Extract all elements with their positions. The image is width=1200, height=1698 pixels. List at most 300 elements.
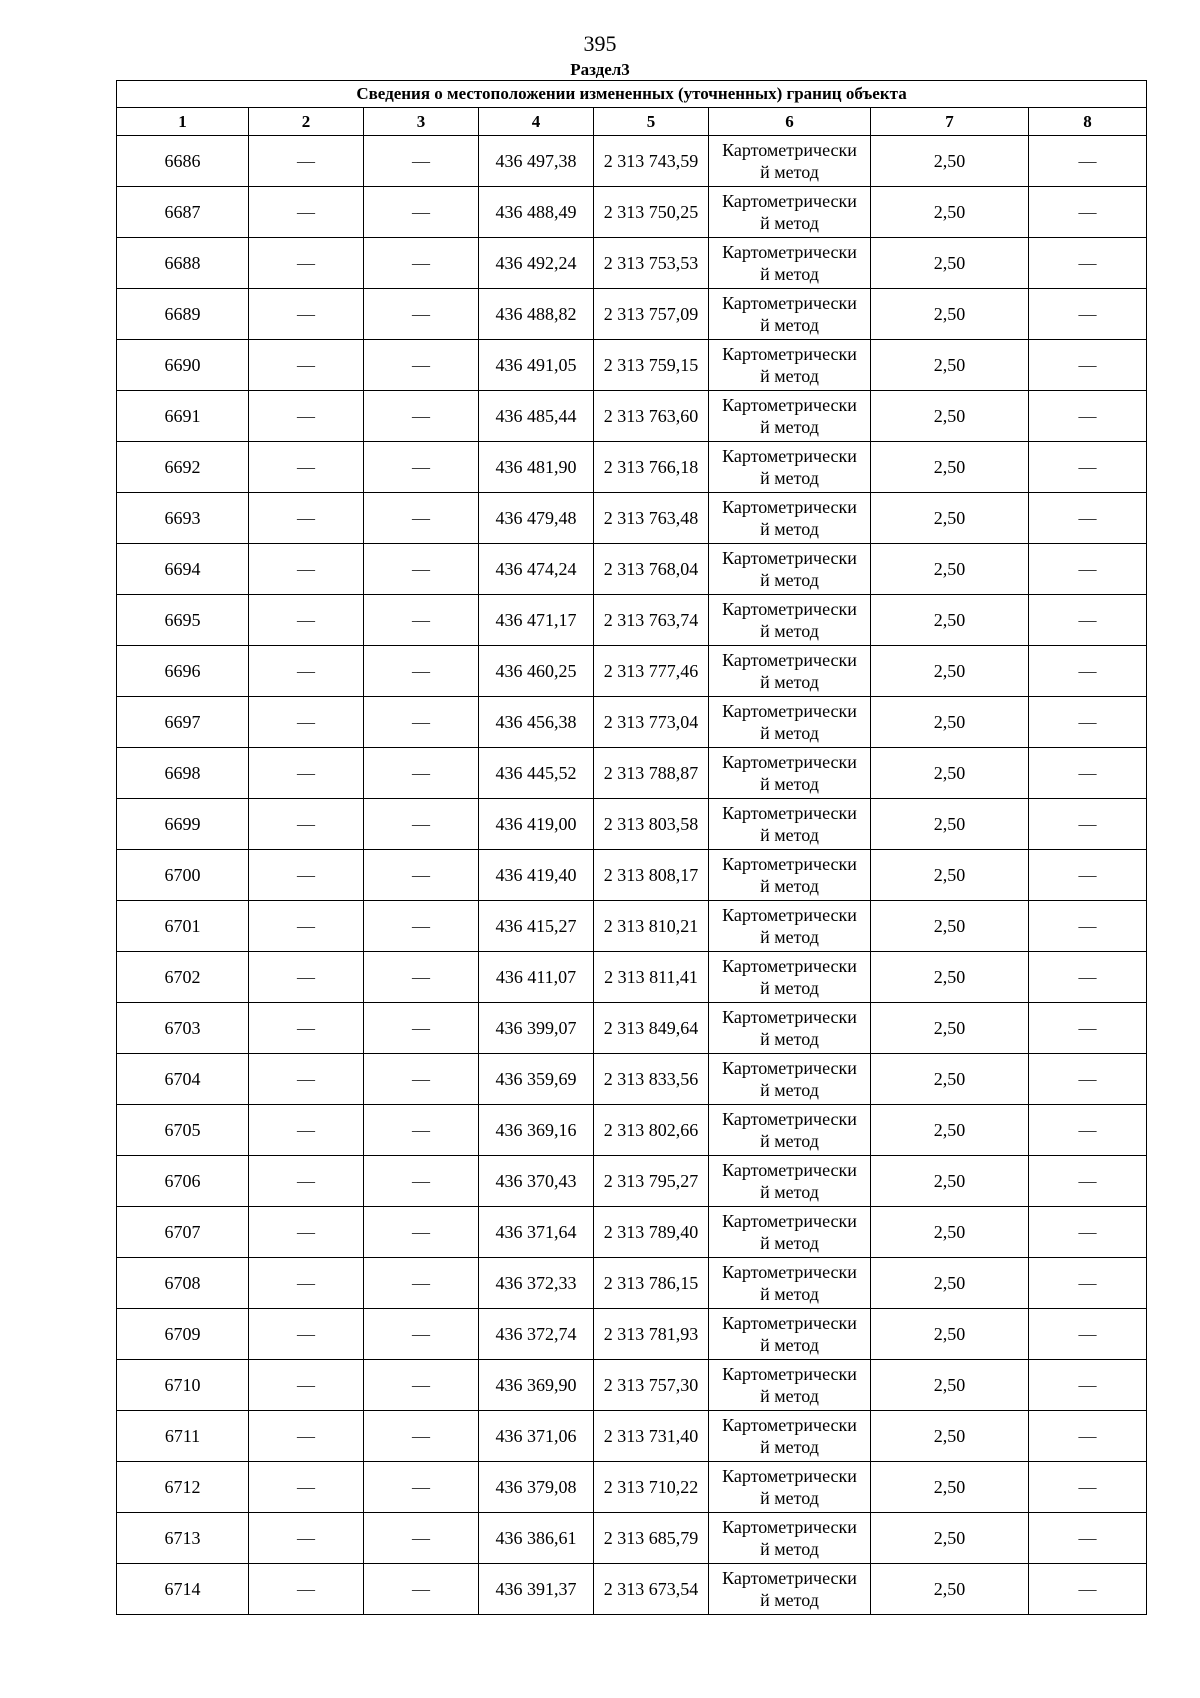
empty-dash-cell: — bbox=[364, 442, 479, 493]
point-number-cell: 6706 bbox=[117, 1156, 249, 1207]
method-cell bbox=[709, 1360, 871, 1411]
empty-dash-cell: — bbox=[364, 1309, 479, 1360]
coordinate-y-cell: 2 313 802,66 bbox=[594, 1105, 709, 1156]
method-text-line-2: й метод bbox=[760, 621, 819, 641]
coordinate-y-cell: 2 313 773,04 bbox=[594, 697, 709, 748]
point-number-cell: 6712 bbox=[117, 1462, 249, 1513]
method-text-line-1: Картометрически bbox=[722, 905, 857, 925]
table-row bbox=[117, 1003, 1147, 1054]
coordinate-x-cell: 436 492,24 bbox=[479, 238, 594, 289]
coordinate-y-cell: 2 313 759,15 bbox=[594, 340, 709, 391]
accuracy-cell: 2,50 bbox=[871, 1054, 1029, 1105]
empty-dash-cell: — bbox=[364, 544, 479, 595]
empty-dash-cell: — bbox=[364, 1156, 479, 1207]
coordinate-x-cell: 436 371,06 bbox=[479, 1411, 594, 1462]
method-text-line-1: Картометрически bbox=[722, 497, 857, 517]
method-text-line-2: й метод bbox=[760, 723, 819, 743]
empty-dash-cell: — bbox=[249, 1258, 364, 1309]
method-cell bbox=[709, 340, 871, 391]
empty-dash-cell: — bbox=[1029, 238, 1147, 289]
empty-dash-cell: — bbox=[364, 289, 479, 340]
empty-dash-cell: — bbox=[249, 697, 364, 748]
point-number-cell: 6691 bbox=[117, 391, 249, 442]
method-cell bbox=[709, 187, 871, 238]
point-number-cell: 6692 bbox=[117, 442, 249, 493]
empty-dash-cell: — bbox=[1029, 1105, 1147, 1156]
method-text-line-1: Картометрически bbox=[722, 854, 857, 874]
method-text-line-1: Картометрически bbox=[722, 242, 857, 262]
empty-dash-cell: — bbox=[1029, 1054, 1147, 1105]
empty-dash-cell: — bbox=[249, 850, 364, 901]
empty-dash-cell: — bbox=[249, 1462, 364, 1513]
empty-dash-cell: — bbox=[364, 1564, 479, 1615]
empty-dash-cell: — bbox=[1029, 1309, 1147, 1360]
method-text-line-2: й метод bbox=[760, 1335, 819, 1355]
method-text-line-2: й метод bbox=[760, 1539, 819, 1559]
empty-dash-cell: — bbox=[249, 1003, 364, 1054]
method-text-line-2: й метод bbox=[760, 519, 819, 539]
accuracy-cell: 2,50 bbox=[871, 1309, 1029, 1360]
method-cell bbox=[709, 697, 871, 748]
accuracy-cell: 2,50 bbox=[871, 1513, 1029, 1564]
method-text-line-1: Картометрически bbox=[722, 701, 857, 721]
method-text-line-1: Картометрически bbox=[722, 1517, 857, 1537]
empty-dash-cell: — bbox=[364, 340, 479, 391]
empty-dash-cell: — bbox=[364, 1003, 479, 1054]
method-text-line-2: й метод bbox=[760, 468, 819, 488]
coordinate-x-cell: 436 488,49 bbox=[479, 187, 594, 238]
method-text-line-2: й метод bbox=[760, 1386, 819, 1406]
coordinate-x-cell: 436 419,40 bbox=[479, 850, 594, 901]
accuracy-cell: 2,50 bbox=[871, 1360, 1029, 1411]
method-cell bbox=[709, 238, 871, 289]
accuracy-cell: 2,50 bbox=[871, 595, 1029, 646]
coordinate-y-cell: 2 313 786,15 bbox=[594, 1258, 709, 1309]
point-number-cell: 6687 bbox=[117, 187, 249, 238]
method-cell bbox=[709, 391, 871, 442]
point-number-cell: 6705 bbox=[117, 1105, 249, 1156]
empty-dash-cell: — bbox=[364, 136, 479, 187]
coordinate-x-cell: 436 419,00 bbox=[479, 799, 594, 850]
coordinate-y-cell: 2 313 710,22 bbox=[594, 1462, 709, 1513]
empty-dash-cell: — bbox=[364, 1360, 479, 1411]
coordinate-y-cell: 2 313 673,54 bbox=[594, 1564, 709, 1615]
coordinate-x-cell: 436 391,37 bbox=[479, 1564, 594, 1615]
coordinate-x-cell: 436 372,33 bbox=[479, 1258, 594, 1309]
coordinate-x-cell: 436 370,43 bbox=[479, 1156, 594, 1207]
empty-dash-cell: — bbox=[249, 340, 364, 391]
point-number-cell: 6699 bbox=[117, 799, 249, 850]
coordinate-x-cell: 436 369,90 bbox=[479, 1360, 594, 1411]
table-row bbox=[117, 544, 1147, 595]
coordinate-y-cell: 2 313 757,09 bbox=[594, 289, 709, 340]
method-cell bbox=[709, 850, 871, 901]
table-row bbox=[117, 1513, 1147, 1564]
empty-dash-cell: — bbox=[249, 1411, 364, 1462]
method-text-line-1: Картометрически bbox=[722, 599, 857, 619]
method-cell bbox=[709, 1054, 871, 1105]
method-cell bbox=[709, 544, 871, 595]
method-cell bbox=[709, 136, 871, 187]
point-number-cell: 6695 bbox=[117, 595, 249, 646]
method-text-line-1: Картометрически bbox=[722, 1160, 857, 1180]
coordinate-y-cell: 2 313 768,04 bbox=[594, 544, 709, 595]
empty-dash-cell: — bbox=[249, 136, 364, 187]
method-cell bbox=[709, 289, 871, 340]
empty-dash-cell: — bbox=[249, 391, 364, 442]
empty-dash-cell: — bbox=[364, 493, 479, 544]
empty-dash-cell: — bbox=[364, 1513, 479, 1564]
empty-dash-cell: — bbox=[1029, 850, 1147, 901]
empty-dash-cell: — bbox=[1029, 544, 1147, 595]
table-row bbox=[117, 1105, 1147, 1156]
method-cell bbox=[709, 901, 871, 952]
accuracy-cell: 2,50 bbox=[871, 646, 1029, 697]
accuracy-cell: 2,50 bbox=[871, 1564, 1029, 1615]
coordinate-y-cell: 2 313 789,40 bbox=[594, 1207, 709, 1258]
empty-dash-cell: — bbox=[1029, 901, 1147, 952]
point-number-cell: 6713 bbox=[117, 1513, 249, 1564]
point-number-cell: 6700 bbox=[117, 850, 249, 901]
method-text-line-1: Картометрически bbox=[722, 1109, 857, 1129]
empty-dash-cell: — bbox=[1029, 1564, 1147, 1615]
coordinate-x-cell: 436 386,61 bbox=[479, 1513, 594, 1564]
point-number-cell: 6686 bbox=[117, 136, 249, 187]
coordinate-y-cell: 2 313 753,53 bbox=[594, 238, 709, 289]
table-row bbox=[117, 391, 1147, 442]
point-number-cell: 6697 bbox=[117, 697, 249, 748]
accuracy-cell: 2,50 bbox=[871, 1462, 1029, 1513]
point-number-cell: 6701 bbox=[117, 901, 249, 952]
column-header: 6 bbox=[709, 108, 871, 136]
coordinate-y-cell: 2 313 743,59 bbox=[594, 136, 709, 187]
column-header: 3 bbox=[364, 108, 479, 136]
method-text-line-1: Картометрически bbox=[722, 650, 857, 670]
coordinate-x-cell: 436 460,25 bbox=[479, 646, 594, 697]
method-cell bbox=[709, 1207, 871, 1258]
method-text-line-2: й метод bbox=[760, 570, 819, 590]
empty-dash-cell: — bbox=[1029, 1513, 1147, 1564]
empty-dash-cell: — bbox=[1029, 493, 1147, 544]
coordinate-y-cell: 2 313 766,18 bbox=[594, 442, 709, 493]
method-cell bbox=[709, 799, 871, 850]
section-title: Раздел3 bbox=[570, 60, 630, 79]
coordinate-x-cell: 436 369,16 bbox=[479, 1105, 594, 1156]
method-text-line-2: й метод bbox=[760, 162, 819, 182]
table-row bbox=[117, 289, 1147, 340]
point-number-cell: 6711 bbox=[117, 1411, 249, 1462]
method-cell bbox=[709, 1411, 871, 1462]
method-text-line-1: Картометрически bbox=[722, 1262, 857, 1282]
coordinate-y-cell: 2 313 781,93 bbox=[594, 1309, 709, 1360]
table-row bbox=[117, 238, 1147, 289]
accuracy-cell: 2,50 bbox=[871, 697, 1029, 748]
accuracy-cell: 2,50 bbox=[871, 238, 1029, 289]
table-row bbox=[117, 850, 1147, 901]
column-header: 2 bbox=[249, 108, 364, 136]
accuracy-cell: 2,50 bbox=[871, 799, 1029, 850]
empty-dash-cell: — bbox=[364, 697, 479, 748]
empty-dash-cell: — bbox=[249, 799, 364, 850]
coordinate-x-cell: 436 371,64 bbox=[479, 1207, 594, 1258]
method-text-line-1: Картометрически bbox=[722, 803, 857, 823]
accuracy-cell: 2,50 bbox=[871, 493, 1029, 544]
method-text-line-1: Картометрически bbox=[722, 1007, 857, 1027]
point-number-cell: 6714 bbox=[117, 1564, 249, 1615]
empty-dash-cell: — bbox=[1029, 442, 1147, 493]
table-row bbox=[117, 136, 1147, 187]
coordinate-y-cell: 2 313 811,41 bbox=[594, 952, 709, 1003]
point-number-cell: 6693 bbox=[117, 493, 249, 544]
coordinate-x-cell: 436 491,05 bbox=[479, 340, 594, 391]
coordinate-x-cell: 436 479,48 bbox=[479, 493, 594, 544]
method-text-line-2: й метод bbox=[760, 1233, 819, 1253]
table-row bbox=[117, 1360, 1147, 1411]
point-number-cell: 6694 bbox=[117, 544, 249, 595]
method-text-line-2: й метод bbox=[760, 1437, 819, 1457]
coordinate-x-cell: 436 372,74 bbox=[479, 1309, 594, 1360]
coordinate-y-cell: 2 313 731,40 bbox=[594, 1411, 709, 1462]
table-caption-row bbox=[117, 81, 1147, 108]
coordinate-x-cell: 436 456,38 bbox=[479, 697, 594, 748]
empty-dash-cell: — bbox=[249, 1513, 364, 1564]
method-text-line-1: Картометрически bbox=[722, 293, 857, 313]
accuracy-cell: 2,50 bbox=[871, 1156, 1029, 1207]
empty-dash-cell: — bbox=[249, 1207, 364, 1258]
method-cell bbox=[709, 952, 871, 1003]
method-text-line-2: й метод bbox=[760, 1131, 819, 1151]
method-text-line-2: й метод bbox=[760, 417, 819, 437]
empty-dash-cell: — bbox=[1029, 748, 1147, 799]
empty-dash-cell: — bbox=[1029, 1411, 1147, 1462]
coordinate-y-cell: 2 313 808,17 bbox=[594, 850, 709, 901]
empty-dash-cell: — bbox=[249, 952, 364, 1003]
empty-dash-cell: — bbox=[249, 544, 364, 595]
accuracy-cell: 2,50 bbox=[871, 1003, 1029, 1054]
coordinate-x-cell: 436 497,38 bbox=[479, 136, 594, 187]
coordinate-x-cell: 436 485,44 bbox=[479, 391, 594, 442]
empty-dash-cell: — bbox=[1029, 187, 1147, 238]
point-number-cell: 6707 bbox=[117, 1207, 249, 1258]
method-text-line-2: й метод bbox=[760, 978, 819, 998]
table-row bbox=[117, 952, 1147, 1003]
method-text-line-2: й метод bbox=[760, 876, 819, 896]
accuracy-cell: 2,50 bbox=[871, 289, 1029, 340]
method-text-line-2: й метод bbox=[760, 1029, 819, 1049]
empty-dash-cell: — bbox=[364, 799, 479, 850]
empty-dash-cell: — bbox=[249, 1054, 364, 1105]
accuracy-cell: 2,50 bbox=[871, 1411, 1029, 1462]
method-cell bbox=[709, 1003, 871, 1054]
method-text-line-1: Картометрически bbox=[722, 446, 857, 466]
table-body bbox=[117, 136, 1147, 1615]
coordinate-x-cell: 436 488,82 bbox=[479, 289, 594, 340]
method-cell bbox=[709, 1105, 871, 1156]
coordinate-x-cell: 436 474,24 bbox=[479, 544, 594, 595]
method-cell bbox=[709, 748, 871, 799]
table-row bbox=[117, 646, 1147, 697]
empty-dash-cell: — bbox=[364, 1411, 479, 1462]
empty-dash-cell: — bbox=[249, 1360, 364, 1411]
coordinate-y-cell: 2 313 810,21 bbox=[594, 901, 709, 952]
point-number-cell: 6696 bbox=[117, 646, 249, 697]
point-number-cell: 6688 bbox=[117, 238, 249, 289]
method-text-line-1: Картометрически bbox=[722, 1058, 857, 1078]
coordinate-x-cell: 436 411,07 bbox=[479, 952, 594, 1003]
empty-dash-cell: — bbox=[249, 748, 364, 799]
method-cell bbox=[709, 1462, 871, 1513]
accuracy-cell: 2,50 bbox=[871, 901, 1029, 952]
table-caption: Сведения о местоположении измененных (уточненных) границ объекта bbox=[117, 81, 1147, 108]
coordinate-x-cell: 436 445,52 bbox=[479, 748, 594, 799]
method-text-line-2: й метод bbox=[760, 672, 819, 692]
table-row bbox=[117, 1411, 1147, 1462]
accuracy-cell: 2,50 bbox=[871, 1207, 1029, 1258]
empty-dash-cell: — bbox=[249, 187, 364, 238]
accuracy-cell: 2,50 bbox=[871, 850, 1029, 901]
coordinate-x-cell: 436 481,90 bbox=[479, 442, 594, 493]
empty-dash-cell: — bbox=[1029, 1207, 1147, 1258]
boundary-coordinates-table bbox=[116, 80, 1147, 1615]
coordinate-y-cell: 2 313 777,46 bbox=[594, 646, 709, 697]
method-cell bbox=[709, 595, 871, 646]
point-number-cell: 6690 bbox=[117, 340, 249, 391]
table-row bbox=[117, 595, 1147, 646]
method-text-line-1: Картометрически bbox=[722, 1364, 857, 1384]
table-row bbox=[117, 697, 1147, 748]
empty-dash-cell: — bbox=[364, 646, 479, 697]
empty-dash-cell: — bbox=[364, 901, 479, 952]
empty-dash-cell: — bbox=[364, 187, 479, 238]
point-number-cell: 6702 bbox=[117, 952, 249, 1003]
column-header: 4 bbox=[479, 108, 594, 136]
method-cell bbox=[709, 646, 871, 697]
empty-dash-cell: — bbox=[1029, 1462, 1147, 1513]
empty-dash-cell: — bbox=[364, 748, 479, 799]
empty-dash-cell: — bbox=[364, 391, 479, 442]
empty-dash-cell: — bbox=[249, 289, 364, 340]
table-row bbox=[117, 748, 1147, 799]
point-number-cell: 6709 bbox=[117, 1309, 249, 1360]
accuracy-cell: 2,50 bbox=[871, 442, 1029, 493]
empty-dash-cell: — bbox=[1029, 1360, 1147, 1411]
empty-dash-cell: — bbox=[1029, 1156, 1147, 1207]
column-header: 8 bbox=[1029, 108, 1147, 136]
point-number-cell: 6698 bbox=[117, 748, 249, 799]
method-text-line-1: Картометрически bbox=[722, 1313, 857, 1333]
coordinate-y-cell: 2 313 763,48 bbox=[594, 493, 709, 544]
method-cell bbox=[709, 493, 871, 544]
method-text-line-2: й метод bbox=[760, 366, 819, 386]
method-cell bbox=[709, 1309, 871, 1360]
accuracy-cell: 2,50 bbox=[871, 748, 1029, 799]
coordinate-x-cell: 436 379,08 bbox=[479, 1462, 594, 1513]
coordinate-y-cell: 2 313 849,64 bbox=[594, 1003, 709, 1054]
method-text-line-1: Картометрически bbox=[722, 395, 857, 415]
empty-dash-cell: — bbox=[1029, 952, 1147, 1003]
table-row bbox=[117, 1462, 1147, 1513]
column-header: 1 bbox=[117, 108, 249, 136]
empty-dash-cell: — bbox=[249, 238, 364, 289]
coordinate-y-cell: 2 313 833,56 bbox=[594, 1054, 709, 1105]
empty-dash-cell: — bbox=[364, 238, 479, 289]
empty-dash-cell: — bbox=[1029, 595, 1147, 646]
accuracy-cell: 2,50 bbox=[871, 544, 1029, 595]
method-text-line-2: й метод bbox=[760, 264, 819, 284]
empty-dash-cell: — bbox=[249, 493, 364, 544]
empty-dash-cell: — bbox=[1029, 340, 1147, 391]
method-text-line-1: Картометрически bbox=[722, 1211, 857, 1231]
method-cell bbox=[709, 442, 871, 493]
table-row bbox=[117, 187, 1147, 238]
method-text-line-1: Картометрически bbox=[722, 1415, 857, 1435]
empty-dash-cell: — bbox=[364, 1054, 479, 1105]
table-row bbox=[117, 1258, 1147, 1309]
table-row bbox=[117, 799, 1147, 850]
method-text-line-2: й метод bbox=[760, 1182, 819, 1202]
empty-dash-cell: — bbox=[1029, 1258, 1147, 1309]
empty-dash-cell: — bbox=[364, 1462, 479, 1513]
empty-dash-cell: — bbox=[364, 1105, 479, 1156]
accuracy-cell: 2,50 bbox=[871, 340, 1029, 391]
method-text-line-1: Картометрически bbox=[722, 752, 857, 772]
method-cell bbox=[709, 1156, 871, 1207]
empty-dash-cell: — bbox=[1029, 136, 1147, 187]
table-row bbox=[117, 1564, 1147, 1615]
empty-dash-cell: — bbox=[1029, 1003, 1147, 1054]
method-text-line-1: Картометрически bbox=[722, 1466, 857, 1486]
table-row bbox=[117, 1207, 1147, 1258]
accuracy-cell: 2,50 bbox=[871, 952, 1029, 1003]
method-text-line-2: й метод bbox=[760, 315, 819, 335]
method-text-line-2: й метод bbox=[760, 1284, 819, 1304]
table-row bbox=[117, 493, 1147, 544]
coordinate-y-cell: 2 313 763,60 bbox=[594, 391, 709, 442]
accuracy-cell: 2,50 bbox=[871, 1105, 1029, 1156]
column-header: 7 bbox=[871, 108, 1029, 136]
page-number: 395 bbox=[583, 31, 617, 56]
method-text-line-2: й метод bbox=[760, 825, 819, 845]
accuracy-cell: 2,50 bbox=[871, 1258, 1029, 1309]
coordinate-y-cell: 2 313 750,25 bbox=[594, 187, 709, 238]
coordinate-y-cell: 2 313 763,74 bbox=[594, 595, 709, 646]
empty-dash-cell: — bbox=[364, 850, 479, 901]
method-text-line-2: й метод bbox=[760, 213, 819, 233]
method-text-line-1: Картометрически bbox=[722, 1568, 857, 1588]
empty-dash-cell: — bbox=[249, 1564, 364, 1615]
method-text-line-2: й метод bbox=[760, 1488, 819, 1508]
empty-dash-cell: — bbox=[364, 1207, 479, 1258]
coordinate-x-cell: 436 359,69 bbox=[479, 1054, 594, 1105]
coordinate-y-cell: 2 313 803,58 bbox=[594, 799, 709, 850]
method-text-line-1: Картометрически bbox=[722, 956, 857, 976]
table-row bbox=[117, 1054, 1147, 1105]
point-number-cell: 6710 bbox=[117, 1360, 249, 1411]
method-text-line-2: й метод bbox=[760, 1590, 819, 1610]
point-number-cell: 6703 bbox=[117, 1003, 249, 1054]
empty-dash-cell: — bbox=[249, 1156, 364, 1207]
table-row bbox=[117, 1309, 1147, 1360]
method-text-line-1: Картометрически bbox=[722, 140, 857, 160]
method-text-line-1: Картометрически bbox=[722, 548, 857, 568]
point-number-cell: 6704 bbox=[117, 1054, 249, 1105]
coordinate-y-cell: 2 313 685,79 bbox=[594, 1513, 709, 1564]
empty-dash-cell: — bbox=[249, 646, 364, 697]
method-text-line-2: й метод bbox=[760, 1080, 819, 1100]
empty-dash-cell: — bbox=[364, 595, 479, 646]
empty-dash-cell: — bbox=[1029, 289, 1147, 340]
method-cell bbox=[709, 1564, 871, 1615]
